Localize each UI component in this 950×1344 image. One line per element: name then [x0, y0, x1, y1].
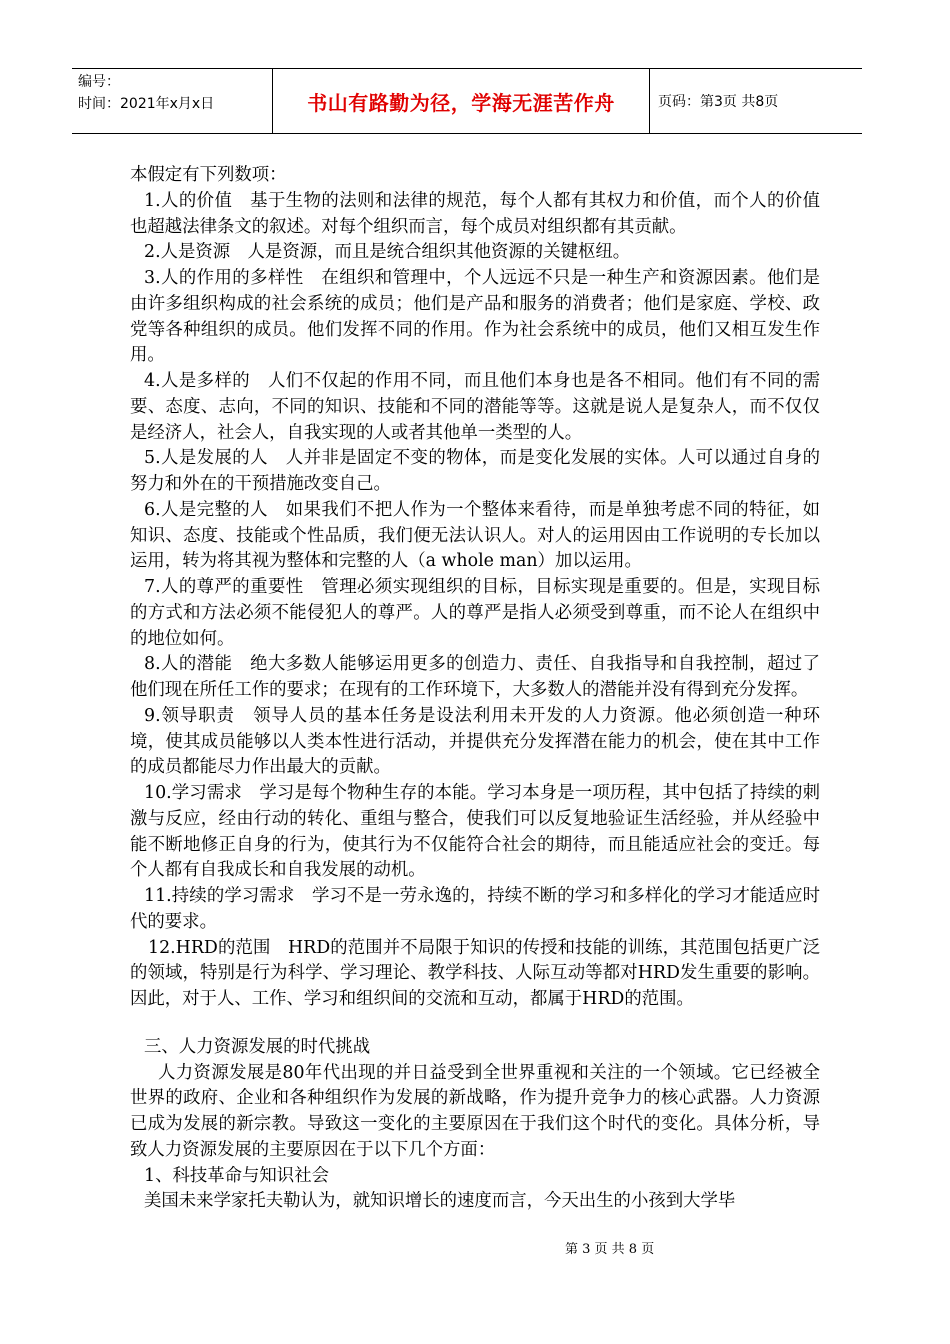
header-meta [72, 69, 273, 133]
header-page-number: 页码：第3页 共8页 [658, 94, 779, 110]
paragraph-assumption-10: 10.学习需求 学习是每个物种生存的本能。学习本身是一项历程，其中包括了持续的刺激与反应，经由行动的转化、重组与整合，使我们可以反复地验证生活经验，并从经验中能不断地修正自身的行为，使其行为不仅能符合社会的期待，而且能适应社会的变迁。每个人都有自我成长和自我发展的动机。 [130, 783, 820, 881]
paragraph-assumption-6: 6.人是完整的人 如果我们不把人作为一个整体来看待，而是单独考虑不同的特征，如知识、态度、技能或个性品质，我们便无法认识人。对人的运用因由工作说明的专长加以运用，转为将其视为整体和完整的人（a whole man）加以运用。 [130, 499, 820, 572]
paragraph-assumption-2: 2.人是资源 人是资源，而且是统合组织其他资源的关键枢纽。 [144, 242, 631, 263]
page-footer: 第 3 页 共 8 页 [565, 1242, 655, 1257]
subsection-paragraph: 美国未来学家托夫勒认为，就知识增长的速度而言，今天出生的小孩到大学毕 [144, 1191, 736, 1212]
section-spacer [130, 1013, 820, 1035]
paragraph-assumption-7: 7.人的尊严的重要性 管理必须实现组织的目标，目标实现是重要的。但是，实现目标的方式和方法必须不能侵犯人的尊严。人的尊严是指人必须受到尊重，而不论人在组织中的地位如何。 [130, 577, 820, 649]
page-header [72, 68, 862, 134]
section-paragraph: 人力资源发展是80年代出现的并日益受到全世界重视和关注的一个领域。它已经被全世界的政府、企业和各种组织作为发展的新战略，作为提升竞争力的核心武器。人力资源已成为发展的新宗教。导致这一变化的主要原因在于我们这个时代的变化。具体分析，导致人力资源发展的主要原因在于以下几个方面： [130, 1062, 820, 1160]
intro-paragraph: 本假定有下列数项： [130, 165, 287, 185]
paragraph-assumption-9: 9.领导职责 领导人员的基本任务是设法利用未开发的人力资源。他必须创造一种环境，使其成员能够以人类本性进行活动，并提供充分发挥潜在能力的机会，使在其中工作的成员都能尽力作出最大的贡献。 [130, 705, 820, 778]
header-motto: 书山有路勤为径，学海无涯苦作舟 [273, 69, 650, 133]
document-body [130, 163, 820, 1215]
document-time-label: 时间：2021年x月x日 [78, 96, 215, 112]
paragraph-assumption-12: 12.HRD的范围 HRD的范围并不局限于知识的传授和技能的训练，其范围包括更广泛的领域，特别是行为科学、学习理论、教学科技、人际互动等都对HRD发生重要的影响。因此，对于人、工作、学习和组织间的交流和互动，都属于HRD的范围。 [130, 937, 820, 1009]
section-heading: 三、人力资源发展的时代挑战 [144, 1036, 371, 1057]
paragraph-assumption-4: 4.人是多样的 人们不仅起的作用不同，而且他们本身也是各不相同。他们有不同的需要、态度、志向，不同的知识、技能和不同的潜能等等。这就是说人是复杂人，而不仅仅是经济人，社会人，自我实现的人或者其他单一类型的人。 [130, 371, 820, 443]
paragraph-assumption-8: 8.人的潜能 绝大多数人能够运用更多的创造力、责任、自我指导和自我控制，超过了他们现在所任工作的要求；在现有的工作环境下，大多数人的潜能并没有得到充分发挥。 [130, 654, 820, 700]
paragraph-assumption-1: 1.人的价值 基于生物的法则和法律的规范，每个人都有其权力和价值，而个人的价值也超越法律条文的叙述。对每个组织而言，每个成员对组织都有其贡献。 [130, 190, 820, 237]
paragraph-assumption-3: 3.人的作用的多样性 在组织和管理中，个人远远不只是一种生产和资源因素。他们是由许多组织构成的社会系统的成员；他们是产品和服务的消费者；他们是家庭、学校、政党等各种组织的成员。他们发挥不同的作用。作为社会系统中的成员，他们又相互发生作用。 [130, 268, 820, 366]
document-number-label: 编号： [78, 74, 120, 90]
paragraph-assumption-5: 5.人是发展的人 人并非是固定不变的物体，而是变化发展的实体。人可以通过自身的努力和外在的干预措施改变自己。 [130, 448, 820, 494]
subsection-heading: 1、科技革命与知识社会 [144, 1165, 329, 1186]
paragraph-assumption-11: 11.持续的学习需求 学习不是一劳永逸的，持续不断的学习和多样化的学习才能适应时代的要求。 [130, 886, 820, 932]
